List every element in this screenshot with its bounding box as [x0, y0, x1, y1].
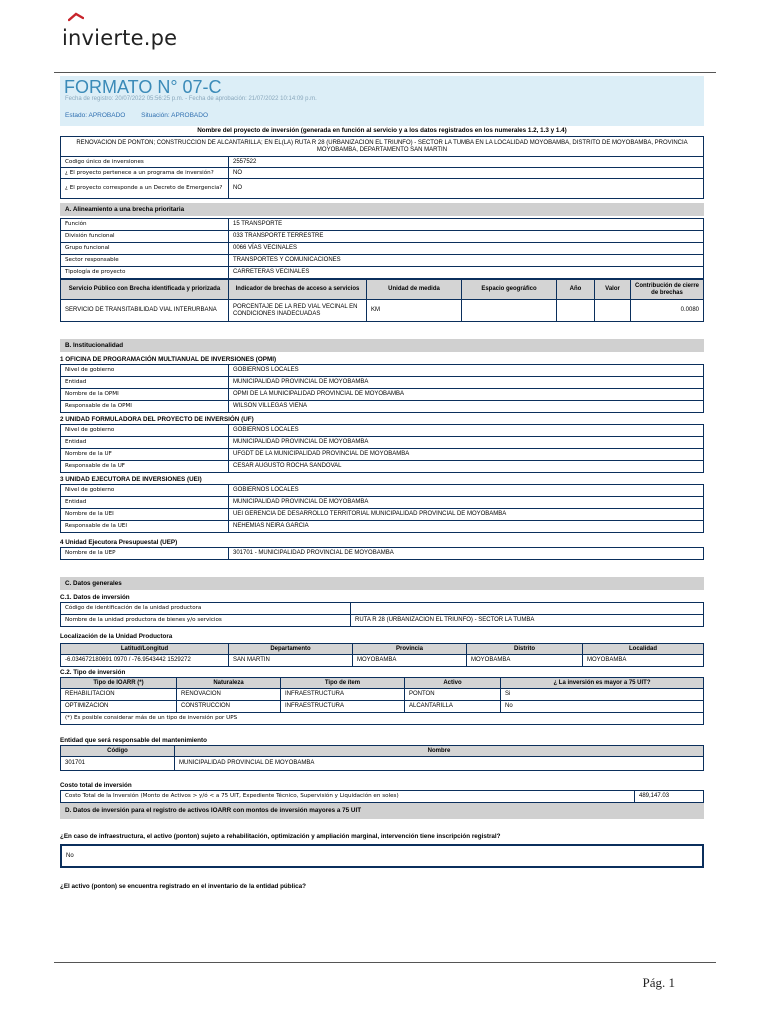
alignment-value: CARRETERAS VECINALES	[229, 267, 704, 279]
brecha-header: Año	[557, 280, 595, 300]
tipo-header: Naturaleza	[177, 678, 281, 689]
uf-key: Nombre de la UF	[61, 449, 229, 461]
tipo-cell: RENOVACION	[177, 689, 281, 701]
c1-value	[351, 603, 704, 615]
top-divider	[54, 72, 716, 73]
uf-value: UFGDT DE LA MUNICIPALIDAD PROVINCIAL DE MOYOBAMBA	[229, 449, 704, 461]
section-d-question-1: ¿En caso de infraestructura, el activo (ponton) sujeto a rehabilitación, optimización y ampliación marginal, intervención tiene inscripción registral?	[60, 833, 501, 840]
brecha-cell: SERVICIO DE TRANSITABILIDAD VIAL INTERURBANA	[61, 300, 229, 322]
project-key: Codigo único de inversiones	[61, 157, 229, 168]
brecha-cell: KM	[367, 300, 462, 322]
logo-arrow-icon	[68, 12, 84, 22]
section-d-answer-table	[60, 844, 704, 868]
tipo-cell: ALCANTARILLA	[405, 701, 501, 713]
brecha-cell: PORCENTAJE DE LA RED VIAL VECINAL EN CONDICIONES INADECUADAS	[229, 300, 367, 322]
alignment-key: División funcional	[61, 231, 229, 243]
alignment-key: Grupo funcional	[61, 243, 229, 255]
location-header: Departamento	[229, 644, 353, 655]
location-header: Provincia	[353, 644, 467, 655]
brecha-header: Espacio geográfico	[462, 280, 557, 300]
status-row	[65, 112, 222, 119]
alignment-key: Sector responsable	[61, 255, 229, 267]
brecha-cell	[557, 300, 595, 322]
alignment-value: 033 TRANSPORTE TERRESTRE	[229, 231, 704, 243]
brecha-cell	[462, 300, 557, 322]
brecha-table	[60, 279, 704, 322]
c2-title: C.2. Tipo de inversión	[60, 669, 126, 676]
opmi-table	[60, 364, 704, 413]
uei-key: Entidad	[61, 497, 229, 509]
uei-key: Nivel de gobierno	[61, 485, 229, 497]
brecha-cell	[595, 300, 631, 322]
form-content	[60, 126, 704, 891]
tipo-header: Tipo de ítem	[281, 678, 405, 689]
tipo-cell: INFRAESTRUCTURA	[281, 689, 405, 701]
section-a-title: A. Alineamiento a una brecha prioritaria	[60, 203, 704, 216]
maintenance-table	[60, 745, 704, 771]
brecha-header: Unidad de medida	[367, 280, 462, 300]
tipo-note: (*) Es posible considerar más de un tipo de inversión por UPS	[61, 713, 704, 725]
opmi-key: Entidad	[61, 377, 229, 389]
uf-value: CESAR AUGUSTO ROCHA SANDOVAL	[229, 461, 704, 473]
maintenance-cell: 301701	[61, 757, 175, 771]
form-title: FORMATO N° 07-C	[64, 77, 222, 97]
uei-value: GOBIERNOS LOCALES	[229, 485, 704, 497]
c1-value: RUTA R 28 (URBANIZACION EL TRIUNFO) - SECTOR LA TUMBA	[351, 615, 704, 627]
logo-text: invierte.pe	[62, 26, 178, 50]
page-number: Pág. 1	[642, 975, 675, 990]
uei-value: MUNICIPALIDAD PROVINCIAL DE MOYOBAMBA	[229, 497, 704, 509]
c1-key: Código de identificación de la unidad productora	[61, 603, 351, 615]
uep-key: Nombre de la UEP	[61, 548, 229, 560]
section-d-title: D. Datos de inversión para el registro de activos IOARR con montos de inversión mayores a 75 UIT	[60, 803, 704, 819]
brecha-cell: 0.0080	[631, 300, 704, 322]
project-name: RENOVACION DE PONTON; CONSTRUCCION DE ALCANTARILLA; EN EL(LA) RUTA R 28 (URBANIZACION EL TRIUNFO) - SECTOR LA TUMBA EN LA LOCALIDAD MOYOBAMBA, DISTRITO DE MOYOBAMBA, PROVINCIA MOYOBAMBA, DEPARTAMENTO SAN MARTIN	[61, 137, 704, 157]
location-header: Latitud/Longitud	[61, 644, 229, 655]
estado-label: Estado:	[65, 112, 88, 119]
location-cell: MOYOBAMBA	[353, 655, 467, 667]
alignment-table	[60, 218, 704, 279]
tipo-cell: REHABILITACION	[61, 689, 177, 701]
tipo-header: Activo	[405, 678, 501, 689]
alignment-key: Función	[61, 219, 229, 231]
c1-title: C.1. Datos de inversión	[60, 594, 130, 601]
brecha-header: Contribución de cierre de brechas	[631, 280, 704, 300]
tipo-cell: PONTON	[405, 689, 501, 701]
location-cell: SAN MARTIN	[229, 655, 353, 667]
form-dates: Fecha de registro: 20/07/2022 05:56:25 p.m. - Fecha de aprobación: 21/07/2022 10:14:09 p.m.	[65, 96, 317, 102]
opmi-title: 1 OFICINA DE PROGRAMACIÓN MULTIANUAL DE INVERSIONES (OPMI)	[60, 356, 277, 363]
alignment-value: 0066 VÍAS VECINALES	[229, 243, 704, 255]
uep-value: 301701 - MUNICIPALIDAD PROVINCIAL DE MOYOBAMBA	[229, 548, 704, 560]
uei-table	[60, 484, 704, 533]
section-d-answer-1: No	[61, 845, 703, 867]
uei-key: Responsable de la UEI	[61, 521, 229, 533]
c1-table	[60, 602, 704, 627]
opmi-value: GOBIERNOS LOCALES	[229, 365, 704, 377]
bottom-divider	[54, 962, 716, 963]
tipo-cell: CONSTRUCCION	[177, 701, 281, 713]
uf-table	[60, 424, 704, 473]
uf-value: MUNICIPALIDAD PROVINCIAL DE MOYOBAMBA	[229, 437, 704, 449]
maintenance-header: Nombre	[175, 746, 704, 757]
maintenance-title: Entidad que será responsable del mantenimiento	[60, 737, 207, 744]
alignment-value: 15 TRANSPORTE	[229, 219, 704, 231]
uei-key: Nombre de la UEI	[61, 509, 229, 521]
tipo-inversion-table	[60, 677, 704, 725]
location-title: Localización de la Unidad Productora	[60, 633, 173, 640]
form-header	[60, 76, 704, 126]
uf-key: Entidad	[61, 437, 229, 449]
uf-title: 2 UNIDAD FORMULADORA DEL PROYECTO DE INVERSIÓN (UF)	[60, 416, 254, 423]
c1-key: Nombre de la unidad productora de bienes y/o servicios	[61, 615, 351, 627]
brecha-header: Servicio Público con Brecha identificada y priorizada	[61, 280, 229, 300]
project-value: 2557522	[229, 157, 704, 168]
project-key: ¿ El proyecto corresponde a un Decreto de Emergencia?	[61, 179, 229, 199]
uf-value: GOBIERNOS LOCALES	[229, 425, 704, 437]
section-d-question-2: ¿El activo (ponton) se encuentra registrado en el inventario de la entidad pública?	[60, 883, 306, 890]
cost-table	[60, 790, 704, 803]
maintenance-header: Código	[61, 746, 175, 757]
tipo-header: Tipo de IOARR (*)	[61, 678, 177, 689]
tipo-cell: No	[501, 701, 704, 713]
uf-key: Responsable de la UF	[61, 461, 229, 473]
location-cell: MOYOBAMBA	[467, 655, 583, 667]
brecha-header: Indicador de brechas de acceso a servicios	[229, 280, 367, 300]
situacion-value: APROBADO	[171, 112, 208, 119]
tipo-cell: OPTIMIZACION	[61, 701, 177, 713]
tipo-cell: INFRAESTRUCTURA	[281, 701, 405, 713]
project-key: ¿ El proyecto pertenece a un programa de inversión?	[61, 168, 229, 179]
uep-title: 4 Unidad Ejecutora Presupuestal (UEP)	[60, 539, 178, 546]
location-cell: -6.034672180691 0970 / -76.9543442 1529272	[61, 655, 229, 667]
opmi-key: Responsable de la OPMI	[61, 401, 229, 413]
location-table	[60, 643, 704, 667]
location-header: Localidad	[583, 644, 704, 655]
opmi-value: MUNICIPALIDAD PROVINCIAL DE MOYOBAMBA	[229, 377, 704, 389]
uei-title: 3 UNIDAD EJECUTORA DE INVERSIONES (UEI)	[60, 476, 202, 483]
cost-title: Costo total de inversión	[60, 782, 132, 789]
tipo-header: ¿ La inversión es mayor a 75 UIT?	[501, 678, 704, 689]
project-value: NO	[229, 168, 704, 179]
alignment-key: Tipología de proyecto	[61, 267, 229, 279]
uei-value: NEHEMIAS NEIRA GARCIA	[229, 521, 704, 533]
situacion-label: Situación:	[141, 112, 170, 119]
opmi-value: OPMI DE LA MUNICIPALIDAD PROVINCIAL DE MOYOBAMBA	[229, 389, 704, 401]
opmi-key: Nombre de la OPMI	[61, 389, 229, 401]
project-name-caption: Nombre del proyecto de inversión (generada en función al servicio y a los datos registrados en los numerales 1.2, 1.3 y 1.4)	[197, 127, 567, 134]
maintenance-cell: MUNICIPALIDAD PROVINCIAL DE MOYOBAMBA	[175, 757, 704, 771]
alignment-value: TRANSPORTES Y COMUNICACIONES	[229, 255, 704, 267]
opmi-value: WILSON VILLEGAS VIENA	[229, 401, 704, 413]
uep-table	[60, 547, 704, 560]
section-c-title: C. Datos generales	[60, 577, 704, 590]
cost-value: 489,147.03	[635, 791, 704, 803]
location-cell: MOYOBAMBA	[583, 655, 704, 667]
brecha-header: Valor	[595, 280, 631, 300]
cost-label: Costo Total de la Inversión (Monto de Activos > y/ó < a 75 UIT, Expediente Técnico, Supervisión y Liquidación en soles)	[61, 791, 635, 803]
estado-value: APROBADO	[88, 112, 126, 119]
section-b-title: B. Institucionalidad	[60, 339, 704, 352]
project-value: NO	[229, 179, 704, 199]
location-header: Distrito	[467, 644, 583, 655]
uf-key: Nivel de gobierno	[61, 425, 229, 437]
opmi-key: Nivel de gobierno	[61, 365, 229, 377]
tipo-cell: Si	[501, 689, 704, 701]
project-table	[60, 136, 704, 199]
uei-value: UEI GERENCIA DE DESARROLLO TERRITORIAL MUNICIPALIDAD PROVINCIAL DE MOYOBAMBA	[229, 509, 704, 521]
